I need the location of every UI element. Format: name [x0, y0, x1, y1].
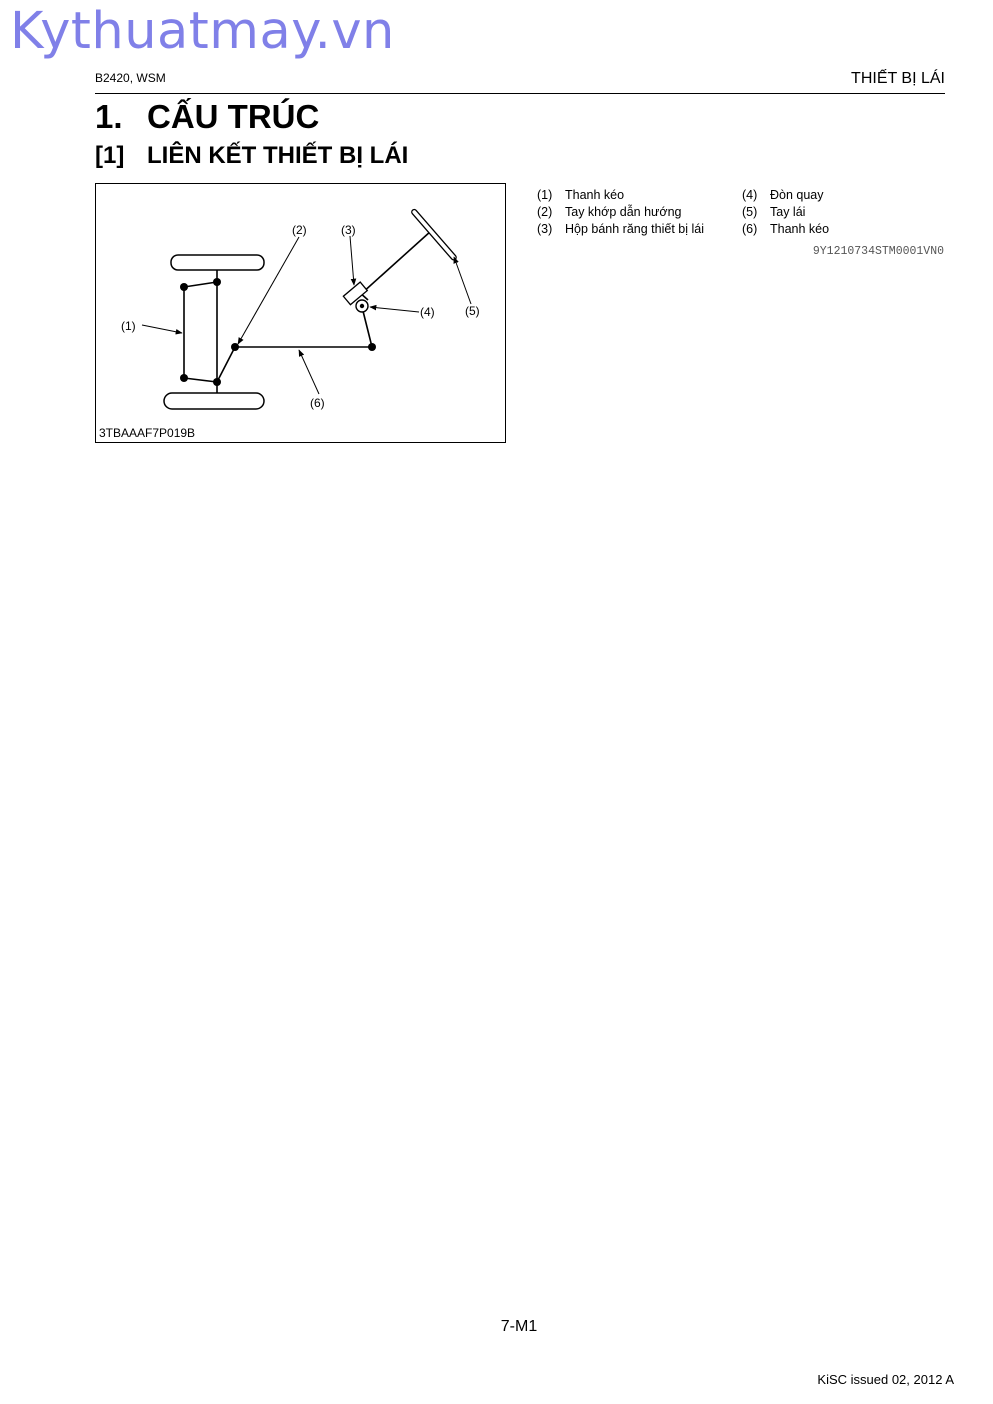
callout-3: (3): [341, 223, 356, 237]
page-number: 7-M1: [500, 1318, 538, 1335]
heading-2-number: [1]: [95, 142, 125, 169]
wheel-upper: [171, 255, 264, 270]
document-code: 9Y1210734STM0001VN0: [812, 245, 944, 258]
steering-linkage-figure: [95, 183, 506, 443]
legend-item: (4) Đòn quay: [742, 188, 824, 202]
callout-2: (2): [292, 223, 307, 237]
header-model: B2420, WSM: [95, 71, 166, 85]
steering-linkage-diagram: [96, 184, 505, 442]
wheel-lower: [164, 393, 264, 409]
legend-item: (2) Tay khớp dẫn hướng: [537, 205, 682, 219]
legend-item: (1) Thanh kéo: [537, 188, 625, 202]
callout-1: (1): [121, 319, 136, 333]
heading-1-title: CẤU TRÚC: [147, 98, 320, 135]
callout-5: (5): [465, 304, 480, 318]
heading-2: [95, 142, 408, 170]
legend-item: (5) Tay lái: [742, 205, 806, 219]
issue-note: KiSC issued 02, 2012 A: [817, 1372, 954, 1387]
callout-4: (4): [420, 305, 435, 319]
callout-6: (6): [310, 396, 325, 410]
heading-2-title: LIÊN KẾT THIẾT BỊ LÁI: [147, 142, 409, 169]
figure-code: 3TBAAAF7P019B: [99, 426, 196, 440]
legend-item: (3) Hộp bánh răng thiết bị lái: [537, 222, 704, 236]
header-section-title: THIẾT BỊ LÁI: [851, 70, 945, 87]
heading-1-number: 1.: [95, 98, 123, 135]
watermark: Kythuatmay.vn: [10, 2, 395, 61]
legend-item: (6) Thanh kéo: [742, 222, 830, 236]
heading-1: [95, 98, 319, 136]
steering-wheel: [411, 209, 457, 261]
header-rule: [95, 93, 945, 94]
